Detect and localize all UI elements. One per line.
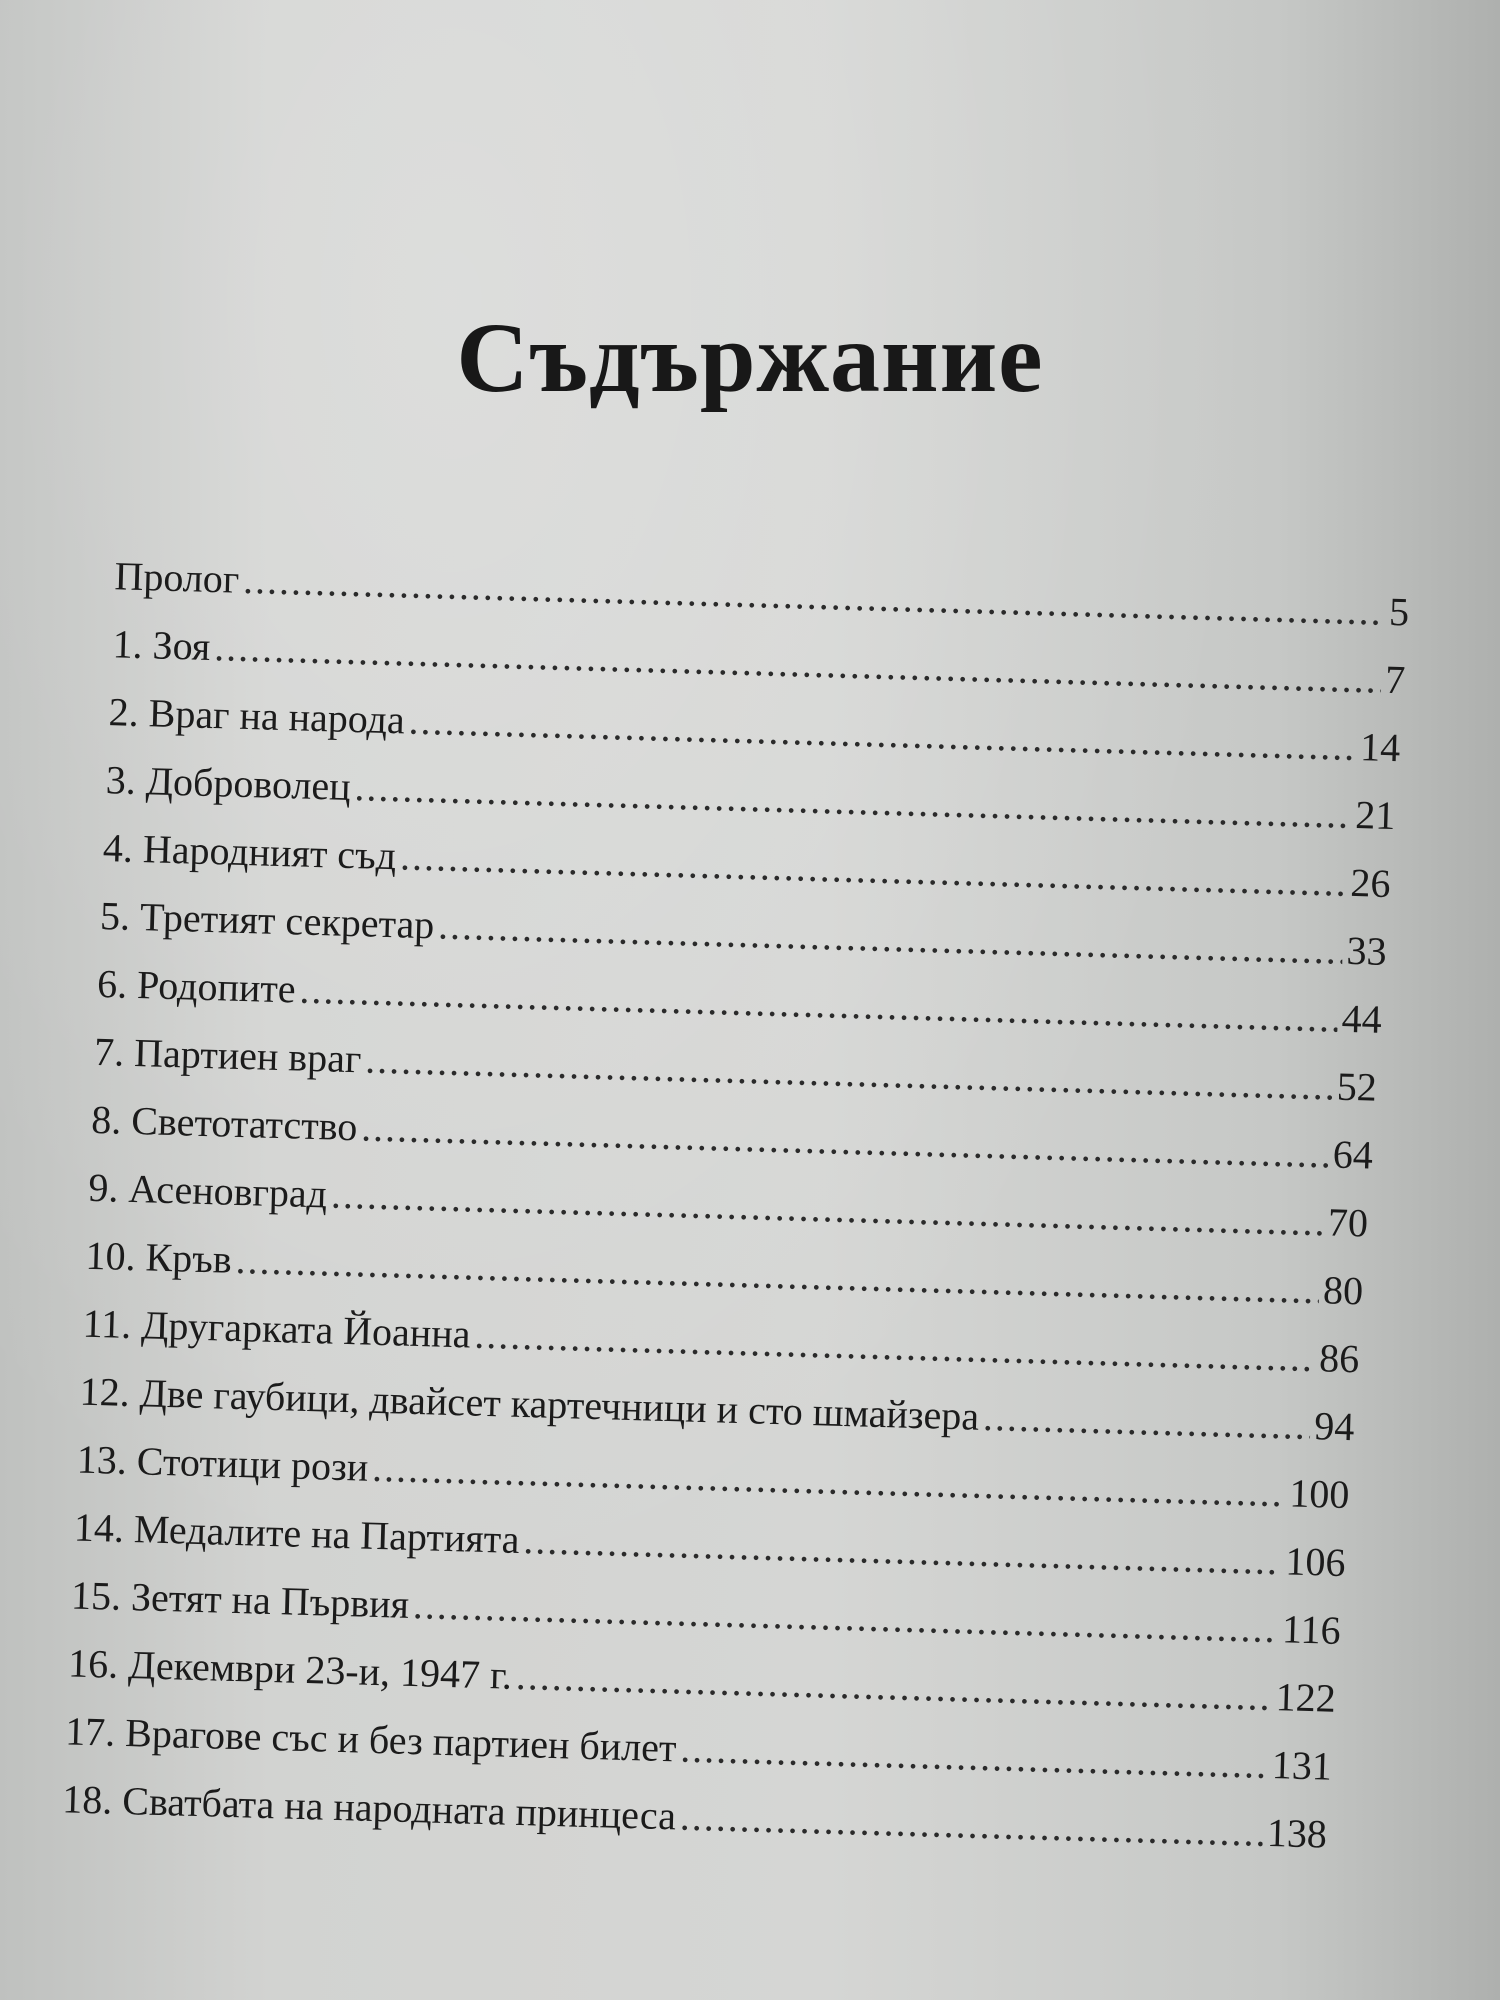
toc-entry-page: 70	[1327, 1199, 1369, 1246]
toc-entry	[102, 824, 1391, 908]
toc-entry	[82, 1300, 1360, 1384]
toc-entry	[114, 552, 1410, 636]
toc-entry-page: 7	[1384, 656, 1406, 703]
toc-entry	[73, 1504, 1346, 1587]
toc-entry-page: 86	[1318, 1335, 1360, 1382]
toc-entry-title: 18. Сватбата на народната принцеса	[61, 1776, 677, 1839]
toc-entry	[91, 1096, 1374, 1180]
toc-entry	[97, 960, 1383, 1044]
toc-entry-title: 9. Асеновград	[87, 1164, 328, 1217]
toc-entry-title: 4. Народният съд	[102, 825, 397, 879]
toc-entry-title: 15. Зетят на Първия	[70, 1572, 410, 1627]
toc-dot-leader	[354, 763, 1352, 839]
toc-entry-page: 5	[1388, 588, 1410, 635]
toc-entry-title: 2. Враг на народа	[108, 689, 406, 743]
toc-dot-leader	[235, 1236, 1320, 1314]
toc-entry	[68, 1639, 1337, 1722]
toc-entry-title: 6. Родопите	[96, 960, 297, 1012]
toc-entry	[99, 892, 1387, 976]
toc-dot-leader	[214, 623, 1382, 704]
toc-entry-page: 94	[1313, 1403, 1355, 1450]
toc-entry	[108, 688, 1401, 772]
toc-entry	[79, 1368, 1355, 1452]
toc-entry-page: 52	[1336, 1063, 1378, 1110]
toc-entry-page: 122	[1275, 1674, 1337, 1721]
toc-dot-leader	[361, 1103, 1330, 1178]
toc-dot-leader	[412, 1581, 1278, 1653]
table-of-contents	[0, 549, 1499, 1857]
toc-dot-leader	[679, 1793, 1263, 1857]
toc-entry-title: 10. Кръв	[84, 1232, 233, 1282]
toc-dot-leader	[515, 1652, 1272, 1721]
toc-dot-leader	[372, 1444, 1286, 1517]
toc-entry-title: 7. Партиен враг	[93, 1028, 363, 1082]
toc-entry	[88, 1164, 1369, 1248]
toc-entry-page: 80	[1322, 1267, 1364, 1314]
toc-entry-title: 1. Зоя	[112, 621, 211, 669]
toc-entry	[105, 756, 1396, 840]
toc-entry-title: 16. Декември 23-и, 1947 г.	[67, 1640, 513, 1698]
toc-dot-leader	[408, 697, 1357, 771]
toc-entry-page: 14	[1359, 724, 1401, 771]
page-title: Съдържание	[456, 302, 1044, 413]
toc-entry-title: 5. Третият секретар	[99, 892, 435, 948]
toc-dot-leader	[680, 1725, 1269, 1789]
toc-entry-page: 33	[1345, 927, 1388, 974]
toc-dot-leader	[299, 966, 1338, 1043]
toc-entry	[94, 1028, 1378, 1112]
toc-entry-page: 64	[1332, 1131, 1374, 1178]
toc-entry	[65, 1707, 1333, 1790]
toc-entry-page: 100	[1288, 1470, 1351, 1518]
toc-entry-page: 138	[1266, 1809, 1328, 1857]
toc-entry-page: 21	[1354, 792, 1397, 839]
toc-entry-page: 131	[1271, 1742, 1333, 1789]
toc-entry-page: 106	[1284, 1538, 1347, 1586]
toc-dot-leader	[523, 1516, 1282, 1585]
toc-dot-leader	[474, 1311, 1316, 1382]
toc-entry-title: 3. Доброволец	[105, 757, 352, 809]
toc-dot-leader	[330, 1171, 1324, 1247]
toc-entry-title: 12. Две гаубици, двайсет картечници и сто шмайзера	[79, 1368, 980, 1439]
toc-entry	[70, 1571, 1341, 1654]
toc-entry-title: 8. Светотатство	[90, 1096, 358, 1150]
toc-entry-title: 13. Стотици рози	[76, 1436, 369, 1490]
toc-entry-page: 26	[1349, 859, 1392, 906]
toc-dot-leader	[982, 1393, 1311, 1450]
toc-dot-leader	[365, 1035, 1334, 1110]
toc-dot-leader	[438, 901, 1344, 974]
toc-entry	[62, 1775, 1328, 1858]
toc-entry-title: Пролог	[113, 553, 240, 602]
toc-entry-title: 17. Врагове със и без партиен билет	[64, 1708, 678, 1771]
toc-entry	[112, 620, 1406, 704]
toc-entry	[85, 1232, 1364, 1316]
toc-entry-title: 11. Другарката Йоанна	[82, 1300, 472, 1357]
toc-entry-title: 14. Медалите на Партията	[73, 1504, 521, 1562]
toc-dot-leader	[243, 556, 1386, 636]
toc-entry-page: 44	[1341, 995, 1383, 1042]
toc-entry	[76, 1436, 1350, 1520]
toc-dot-leader	[400, 832, 1348, 906]
toc-entry-page: 116	[1281, 1606, 1342, 1653]
